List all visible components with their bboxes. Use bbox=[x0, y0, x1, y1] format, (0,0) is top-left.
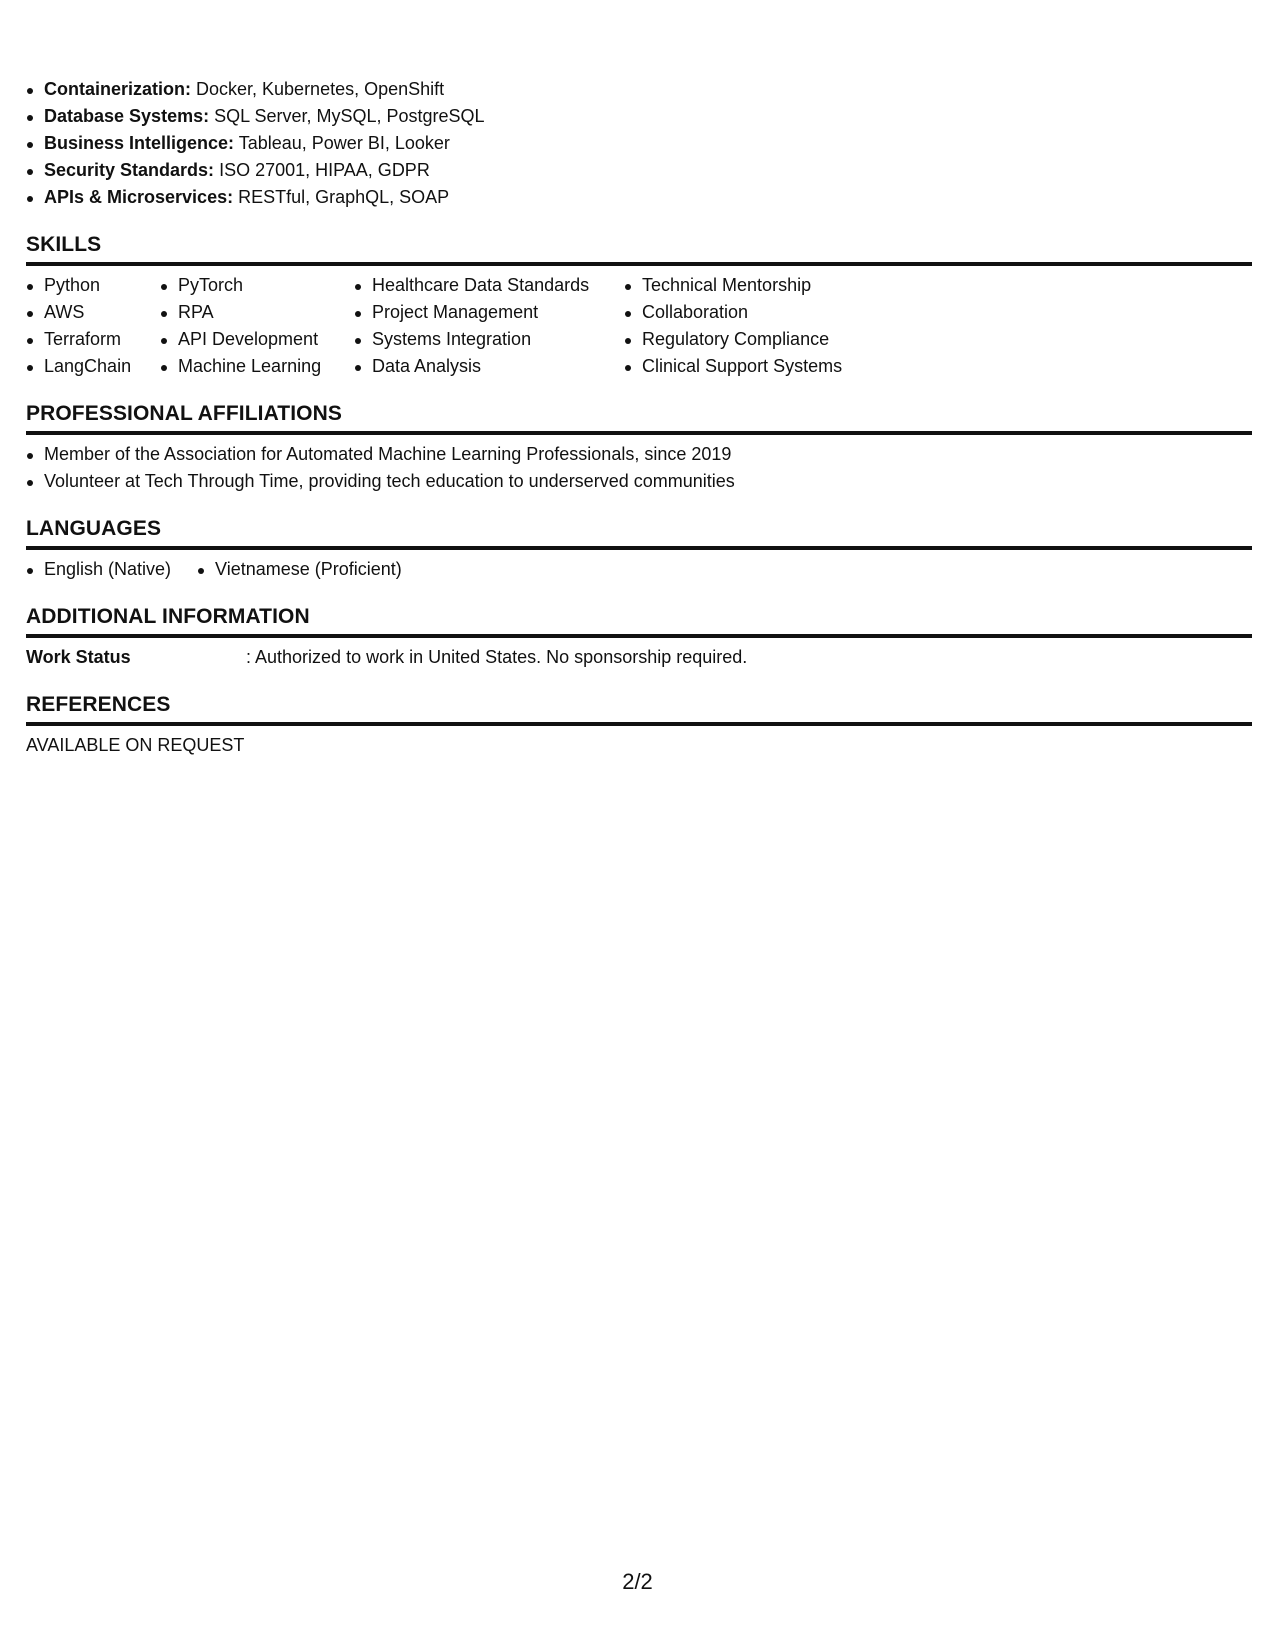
work-status-row bbox=[26, 644, 1252, 671]
skill-item: Clinical Support Systems bbox=[624, 353, 884, 380]
skill-item: Terraform bbox=[26, 326, 160, 353]
skills-column bbox=[624, 272, 884, 380]
tech-label: Security Standards: bbox=[44, 160, 215, 180]
skill-item: Project Management bbox=[354, 299, 624, 326]
section-divider bbox=[26, 722, 1252, 726]
skill-item: RPA bbox=[160, 299, 354, 326]
skills-column bbox=[354, 272, 624, 380]
list-item bbox=[26, 103, 1252, 130]
technical-skills-list bbox=[26, 76, 1252, 211]
list-item: Volunteer at Tech Through Time, providing tech education to underserved communities bbox=[26, 468, 1252, 495]
tech-label: Business Intelligence: bbox=[44, 133, 235, 153]
affiliations-heading: PROFESSIONAL AFFILIATIONS bbox=[26, 402, 342, 425]
skill-item: Python bbox=[26, 272, 160, 299]
skill-item: PyTorch bbox=[160, 272, 354, 299]
skill-item: Technical Mentorship bbox=[624, 272, 884, 299]
resume-page bbox=[26, 76, 1252, 759]
tech-value: ISO 27001, HIPAA, GDPR bbox=[214, 160, 430, 180]
skill-item: AWS bbox=[26, 299, 160, 326]
section-divider bbox=[26, 262, 1252, 266]
tech-value: Docker, Kubernetes, OpenShift bbox=[191, 79, 445, 99]
list-item bbox=[26, 130, 1252, 157]
tech-value: Tableau, Power BI, Looker bbox=[234, 133, 450, 153]
language-item: Vietnamese (Proficient) bbox=[197, 556, 402, 583]
tech-label: Database Systems: bbox=[44, 106, 210, 126]
references-text: AVAILABLE ON REQUEST bbox=[26, 735, 245, 755]
list-item bbox=[26, 157, 1252, 184]
skill-item: Collaboration bbox=[624, 299, 884, 326]
skills-heading: SKILLS bbox=[26, 233, 102, 256]
skills-column bbox=[160, 272, 354, 380]
skill-item: API Development bbox=[160, 326, 354, 353]
list-item bbox=[26, 184, 1252, 211]
list-item: Member of the Association for Automated Machine Learning Professionals, since 2019 bbox=[26, 441, 1252, 468]
affiliations-list bbox=[26, 441, 1252, 495]
skill-item: LangChain bbox=[26, 353, 160, 380]
section-divider bbox=[26, 546, 1252, 550]
skill-item: Data Analysis bbox=[354, 353, 624, 380]
references-heading: REFERENCES bbox=[26, 693, 171, 716]
tech-value: RESTful, GraphQL, SOAP bbox=[233, 187, 450, 207]
section-divider bbox=[26, 634, 1252, 638]
language-item: English (Native) bbox=[26, 556, 171, 583]
tech-value: SQL Server, MySQL, PostgreSQL bbox=[209, 106, 485, 126]
page-number: 2/2 bbox=[622, 1569, 653, 1594]
work-status-label: Work Status bbox=[26, 647, 131, 667]
skills-column bbox=[26, 272, 160, 380]
skills-grid bbox=[26, 272, 1252, 380]
languages-heading: LANGUAGES bbox=[26, 517, 162, 540]
work-status-value: : Authorized to work in United States. No sponsorship required. bbox=[246, 647, 748, 667]
skill-item: Machine Learning bbox=[160, 353, 354, 380]
list-item bbox=[26, 76, 1252, 103]
additional-info-heading: ADDITIONAL INFORMATION bbox=[26, 605, 310, 628]
tech-label: APIs & Microservices: bbox=[44, 187, 234, 207]
tech-label: Containerization: bbox=[44, 79, 191, 99]
skill-item: Regulatory Compliance bbox=[624, 326, 884, 353]
languages-list bbox=[26, 556, 1252, 583]
section-divider bbox=[26, 431, 1252, 435]
skill-item: Healthcare Data Standards bbox=[354, 272, 624, 299]
skill-item: Systems Integration bbox=[354, 326, 624, 353]
